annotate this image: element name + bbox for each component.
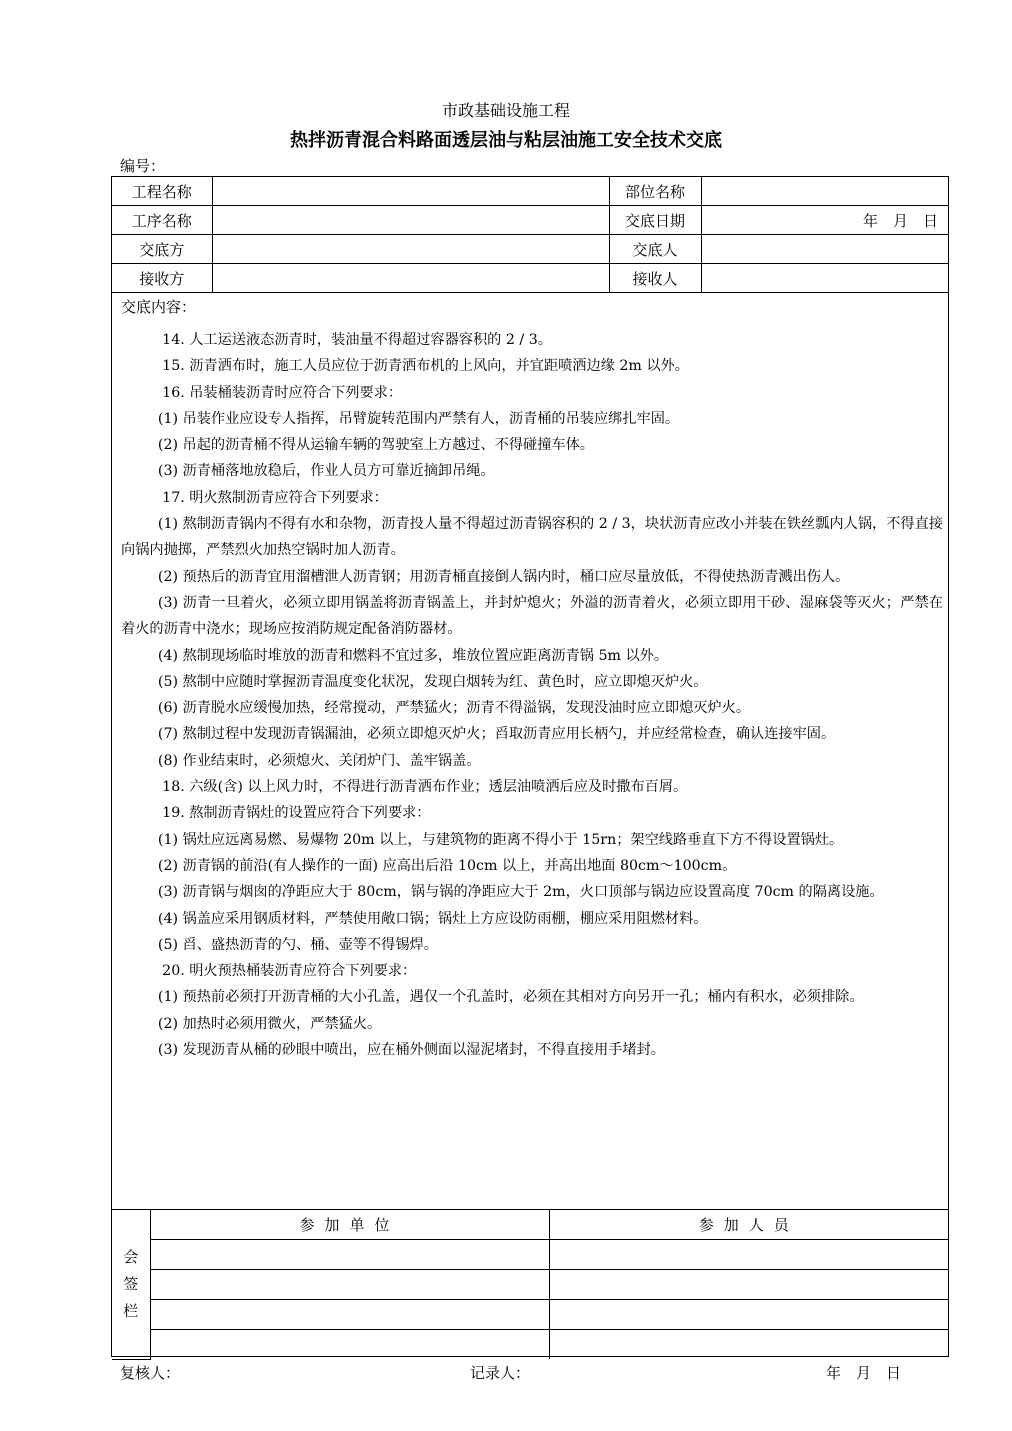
info-row-project: [112, 177, 948, 206]
info-row-issuer: [112, 235, 948, 264]
content-paragraph: (1) 锅灶应远离易燃、易爆物 20m 以上，与建筑物的距离不得小于 15rn；架空线路垂直下方不得设置锅灶。: [157, 831, 844, 848]
signoff-person-cell[interactable]: [549, 1270, 948, 1300]
signoff-person-cell[interactable]: [549, 1300, 948, 1330]
signoff-header-row: [112, 1210, 948, 1240]
signoff-row: [112, 1330, 948, 1360]
receiver-person-field[interactable]: [701, 264, 948, 293]
disclosure-date-field[interactable]: 年 月 日: [701, 206, 948, 235]
content-paragraph: (7) 熬制过程中发现沥青锅漏油，必须立即熄灭炉火；舀取沥青应用长柄勺，并应经常检查，确认连接牢固。: [157, 726, 836, 743]
signoff-side-label: [112, 1210, 150, 1360]
signoff-row: [112, 1240, 948, 1270]
project-name-label: 工程名称: [112, 177, 212, 206]
signoff-row: [112, 1270, 948, 1300]
info-row-process: [112, 206, 948, 235]
issuer-person-label: 交底人: [609, 235, 701, 264]
content-paragraph: (2) 沥青锅的前沿(有人操作的一面) 应高出后沿 10cm 以上，并高出地面 80cm～100cm。: [157, 857, 737, 874]
content-paragraph: (3) 沥青桶落地放稳后，作业人员方可靠近摘卸吊绳。: [157, 463, 495, 480]
info-table: [112, 177, 948, 293]
content-paragraph: 19. 熬制沥青锅灶的设置应符合下列要求：: [162, 805, 431, 822]
signoff-unit-cell[interactable]: [150, 1300, 549, 1330]
project-name-field[interactable]: [212, 177, 609, 206]
content-paragraph: (2) 预热后的沥青宜用溜槽泄人沥青钢；用沥青桶直接倒人锅内时，桶口应尽量放低，不得使热沥青溅出伤人。: [157, 568, 850, 585]
serial-number-label: 编号：: [120, 157, 166, 175]
participating-persons-header: 参加人员: [549, 1210, 948, 1240]
receiver-label: 接收方: [112, 264, 212, 293]
content-paragraph: 16. 吊装桶装沥青时应符合下列要求：: [162, 384, 403, 401]
content-paragraph: (1) 预热前必须打开沥青桶的大小孔盖，遇仅一个孔盖时，必须在其相对方向另开一孔；桶内有积水，必须排除。: [157, 989, 864, 1006]
reviewer-label: 复核人：: [120, 1364, 181, 1382]
recorder-label: 记录人：: [470, 1364, 531, 1382]
content-paragraph: 15. 沥青洒布时，施工人员应位于沥青洒布机的上风向，并宜距喷洒边缘 2m 以外。: [162, 358, 689, 375]
footer-date: 年 月 日: [826, 1364, 902, 1382]
content-paragraph: 20. 明火预热桶装沥青应符合下列要求：: [162, 963, 417, 980]
content-paragraph: (5) 舀、盛热沥青的勺、桶、壶等不得锡焊。: [157, 936, 438, 953]
content-paragraph: (1) 熬制沥青锅内不得有水和杂物，沥青投人量不得超过沥青锅容积的 2 / 3，块状沥青应改小并装在铁丝瓢内人锅，不得直接向锅内抛掷，严禁烈火加热空锅时加人沥青。: [121, 516, 943, 559]
issuer-person-field[interactable]: [701, 235, 948, 264]
content-paragraph: (8) 作业结束时，必须熄火、关闭炉门、盖牢锅盖。: [157, 752, 481, 769]
signoff-person-cell[interactable]: [549, 1330, 948, 1360]
content-body: [121, 327, 943, 1063]
receiver-field[interactable]: [212, 264, 609, 293]
signoff-row: [112, 1300, 948, 1330]
content-paragraph: 14. 人工运送液态沥青时，装油量不得超过容器容积的 2 / 3。: [162, 332, 552, 348]
receiver-person-label: 接收人: [609, 264, 701, 293]
content-label: 交底内容：: [121, 298, 197, 316]
content-paragraph: 17. 明火熬制沥青应符合下列要求：: [162, 489, 388, 506]
location-label: 部位名称: [609, 177, 701, 206]
content-paragraph: (1) 吊装作业应设专人指挥，吊臂旋转范围内严禁有人，沥青桶的吊装应绑扎牢固。: [157, 410, 680, 427]
content-paragraph: (2) 加热时必须用微火，严禁猛火。: [157, 1015, 382, 1032]
info-row-receiver: [112, 264, 948, 293]
signoff-unit-cell[interactable]: [150, 1330, 549, 1360]
signoff-side-text: 会 签 栏: [123, 1247, 139, 1320]
content-paragraph: 18. 六级(含) 以上风力时，不得进行沥青洒布作业；透层油喷洒后应及时撒布百屑。: [162, 779, 688, 796]
content-paragraph: (3) 沥青一旦着火，必须立即用锅盖将沥青锅盖上，并封炉熄火；外溢的沥青着火，必须立即用干砂、湿麻袋等灭火；严禁在着火的沥青中浇水；现场应按消防规定配备消防器材。: [121, 594, 943, 638]
location-field[interactable]: [701, 177, 948, 206]
document-title: 热拌沥青混合料路面透层油与粘层油施工安全技术交底: [290, 130, 722, 151]
disclosure-form: [111, 176, 949, 1357]
signoff-unit-cell[interactable]: [150, 1270, 549, 1300]
issuer-field[interactable]: [212, 235, 609, 264]
content-paragraph: (6) 沥青脱水应缓慢加热，经常搅动，严禁猛火；沥青不得溢锅，发现没油时应立即熄灭炉火。: [157, 700, 751, 717]
process-name-field[interactable]: [212, 206, 609, 235]
issuer-label: 交底方: [112, 235, 212, 264]
content-paragraph: (2) 吊起的沥青桶不得从运输车辆的驾驶室上方越过、不得碰撞车体。: [157, 437, 594, 454]
process-name-label: 工序名称: [112, 206, 212, 235]
signoff-person-cell[interactable]: [549, 1240, 948, 1270]
content-paragraph: (4) 熬制现场临时堆放的沥青和燃料不宜过多，堆放位置应距离沥青锅 5m 以外。: [157, 647, 669, 664]
document-category: 市政基础设施工程: [441, 101, 570, 120]
participating-units-header: 参加单位: [150, 1210, 549, 1240]
signoff-table: [112, 1209, 948, 1360]
content-paragraph: (3) 发现沥青从桶的砂眼中喷出，应在桶外侧面以湿泥堵封，不得直接用手堵封。: [157, 1042, 665, 1059]
disclosure-date-label: 交底日期: [609, 206, 701, 235]
content-paragraph: (5) 熬制中应随时掌握沥青温度变化状况，发现白烟转为红、黄色时，应立即熄灭炉火。: [157, 673, 708, 690]
content-paragraph: (4) 锅盖应采用钢质材料，严禁使用敞口锅；锅灶上方应设防雨棚，棚应采用阻燃材料。: [157, 910, 708, 927]
content-paragraph: (3) 沥青锅与烟囱的净距应大于 80cm，锅与锅的净距应大于 2m，火口顶部与锅边应设置高度 70cm 的隔离设施。: [157, 884, 884, 901]
signoff-unit-cell[interactable]: [150, 1240, 549, 1270]
